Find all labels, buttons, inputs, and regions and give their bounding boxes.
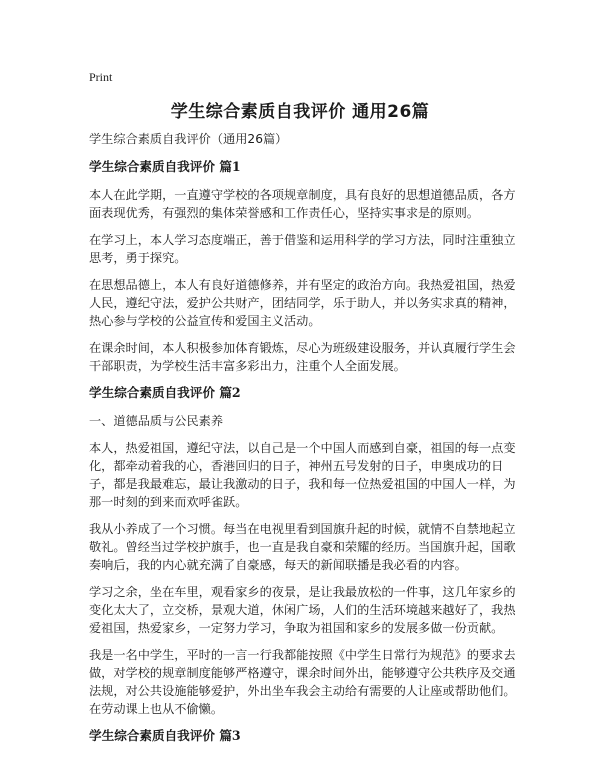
document-body — [89, 130, 519, 755]
section-1-paragraph: 在思想品德上，本人有良好道德修养，并有坚定的政治方向。我热爱祖国，热爱人民，遵纪守法，爱护公共财产，团结同学，乐于助人，并以务实求真的精神，热心参与学校的公益宣传和爱国主义活动。 — [89, 278, 516, 328]
section-2-subheading: 一、道德品质与公民素养 — [89, 414, 224, 428]
section-2-paragraph: 我是一名中学生，平时的一言一行我都能按照《中学生日常行为规范》的要求去做，对学校的规章制度能够严格遵守，课余时间外出，能够遵守公共秩序及交通法规，对公共设施能够爱护，外出坐车我会主动给有需要的人让座或帮助他们。在劳动课上也从不偷懒。 — [89, 648, 516, 716]
print-label[interactable]: Print — [89, 70, 113, 84]
section-2-paragraph: 我从小养成了一个习惯。每当在电视里看到国旗升起的时候，就情不自禁地起立敬礼。曾经当过学校护旗手，也一直是我自豪和荣耀的经历。当国旗升起，国歌奏响后，我的内心就充满了自豪感，每天的新闻联播是我必看的内容。 — [89, 522, 516, 572]
section-2-paragraph: 本人，热爱祖国，遵纪守法，以自己是一个中国人而感到自豪，祖国的每一点变化，都牵动着我的心，香港回归的日子，神州五号发射的日子，申奥成功的日子，都是我最难忘，最让我激动的日子，我和每一位热爱祖国的中国人一样，为那一时刻的到来而欢呼雀跃。 — [89, 441, 516, 509]
section-heading-3: 学生综合素质自我评价 篇3 — [89, 728, 241, 743]
section-1-paragraph: 本人在此学期，一直遵守学校的各项规章制度，具有良好的思想道德品质，各方面表现优秀，有强烈的集体荣誉感和工作责任心，坚持实事求是的原则。 — [89, 188, 516, 220]
section-heading-1: 学生综合素质自我评价 篇1 — [89, 159, 241, 174]
section-heading-2: 学生综合素质自我评价 篇2 — [89, 385, 241, 400]
section-1-paragraph: 在课余时间，本人积极参加体育锻炼，尽心为班级建设服务，并认真履行学生会干部职责，为学校生活丰富多彩出力，注重个人全面发展。 — [89, 341, 516, 373]
section-2-paragraph: 学习之余，坐在车里，观看家乡的夜景，是让我最放松的一件事，这几年家乡的变化太大了，立交桥，景观大道，休闲广场，人们的生活环境越来越好了，我热爱祖国，热爱家乡，一定努力学习，争取为祖国和家乡的发展多做一份贡献。 — [89, 585, 516, 635]
document-subtitle: 学生综合素质自我评价（通用26篇） — [89, 132, 288, 146]
document-title: 学生综合素质自我评价 通用26篇 — [170, 102, 430, 122]
section-1-paragraph: 在学习上，本人学习态度端正，善于借鉴和运用科学的学习方法，同时注重独立思考，勇于探究。 — [89, 233, 516, 265]
